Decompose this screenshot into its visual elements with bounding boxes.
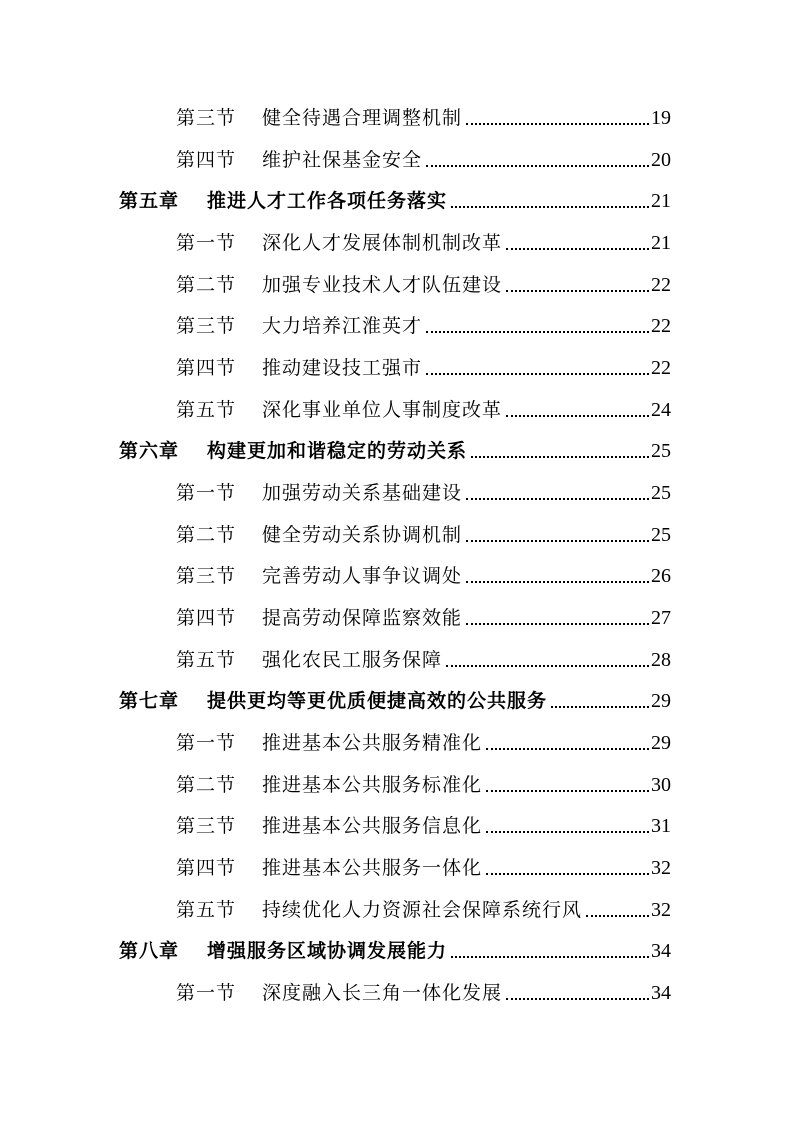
toc-page-number: 21 [651, 190, 671, 212]
toc-chapter-entry[interactable] [0, 933, 671, 963]
toc-entry-title: 推动建设技工强市 [262, 357, 423, 379]
toc-entry[interactable] [0, 767, 671, 797]
toc-page-number: 29 [651, 690, 671, 712]
toc-entry[interactable] [0, 308, 671, 338]
toc-entry[interactable] [0, 350, 671, 380]
dot-leader [486, 831, 649, 833]
toc-entry-title: 完善劳动人事争议调处 [262, 565, 463, 587]
toc-page-number: 25 [651, 524, 671, 546]
toc-section-number: 第五节 [176, 899, 237, 921]
toc-entry-title: 健全待遇合理调整机制 [262, 107, 463, 129]
dot-leader [466, 540, 649, 542]
toc-section-number: 第四节 [176, 607, 237, 629]
toc-page-number: 30 [651, 774, 671, 796]
toc-page-number: 32 [651, 857, 671, 879]
dot-leader [486, 748, 649, 750]
toc-chapter-number: 第六章 [119, 440, 180, 462]
toc-entry[interactable] [0, 850, 671, 880]
toc-chapter-title: 增强服务区域协调发展能力 [207, 940, 448, 962]
toc-entry[interactable] [0, 975, 671, 1005]
dot-leader [451, 956, 649, 958]
toc-chapter-number: 第八章 [119, 940, 180, 962]
toc-section-number: 第一节 [176, 732, 237, 754]
toc-page-number: 31 [651, 815, 671, 837]
toc-entry[interactable] [0, 100, 671, 130]
toc-entry-title: 加强专业技术人才队伍建设 [262, 274, 503, 296]
toc-section-number: 第四节 [176, 357, 237, 379]
dot-leader [466, 623, 649, 625]
toc-chapter-number: 第七章 [119, 690, 180, 712]
toc-section-number: 第三节 [176, 815, 237, 837]
toc-section-number: 第三节 [176, 107, 237, 129]
toc-page-number: 24 [651, 399, 671, 421]
dot-leader [471, 456, 649, 458]
toc-section-number: 第一节 [176, 982, 237, 1004]
toc-chapter-entry[interactable] [0, 433, 671, 463]
dot-leader [466, 123, 649, 125]
toc-entry[interactable] [0, 725, 671, 755]
toc-section-number: 第五节 [176, 649, 237, 671]
toc-entry[interactable] [0, 267, 671, 297]
toc-entry-title: 大力培养江淮英才 [262, 315, 423, 337]
toc-entry-title: 强化农民工服务保障 [262, 649, 443, 671]
toc-page-number: 22 [651, 357, 671, 379]
toc-entry-title: 深化事业单位人事制度改革 [262, 399, 503, 421]
toc-page-number: 32 [651, 899, 671, 921]
toc-entry[interactable] [0, 558, 671, 588]
toc-section-number: 第四节 [176, 149, 237, 171]
toc-section-number: 第二节 [176, 274, 237, 296]
toc-section-number: 第二节 [176, 524, 237, 546]
toc-entry[interactable] [0, 808, 671, 838]
toc-chapter-entry[interactable] [0, 183, 671, 213]
toc-page-number: 26 [651, 565, 671, 587]
toc-section-number: 第三节 [176, 565, 237, 587]
dot-leader [486, 790, 649, 792]
toc-page-number: 34 [651, 940, 671, 962]
toc-entry-title: 健全劳动关系协调机制 [262, 524, 463, 546]
toc-page-number: 22 [651, 274, 671, 296]
toc-entry-title: 深化人才发展体制机制改革 [262, 232, 503, 254]
toc-entry[interactable] [0, 142, 671, 172]
toc-page-number: 29 [651, 732, 671, 754]
toc-entry-title: 加强劳动关系基础建设 [262, 482, 463, 504]
toc-section-number: 第一节 [176, 232, 237, 254]
toc-chapter-entry[interactable] [0, 683, 671, 713]
toc-entry[interactable] [0, 475, 671, 505]
toc-entry-title: 维护社保基金安全 [262, 149, 423, 171]
toc-page-number: 34 [651, 982, 671, 1004]
dot-leader [586, 915, 649, 917]
toc-entry-title: 深度融入长三角一体化发展 [262, 982, 503, 1004]
dot-leader [551, 706, 649, 708]
dot-leader [446, 665, 649, 667]
toc-entry[interactable] [0, 225, 671, 255]
toc-chapter-title: 构建更加和谐稳定的劳动关系 [207, 440, 468, 462]
toc-entry-title: 推进基本公共服务标准化 [262, 774, 483, 796]
toc-entry-title: 推进基本公共服务一体化 [262, 857, 483, 879]
toc-page-number: 28 [651, 649, 671, 671]
toc-chapter-number: 第五章 [119, 190, 180, 212]
toc-page-number: 22 [651, 315, 671, 337]
toc-entry[interactable] [0, 392, 671, 422]
toc-chapter-title: 推进人才工作各项任务落实 [207, 190, 448, 212]
dot-leader [466, 581, 649, 583]
dot-leader [506, 290, 649, 292]
toc-page-number: 21 [651, 232, 671, 254]
dot-leader [506, 248, 649, 250]
dot-leader [506, 998, 649, 1000]
toc-page-number: 25 [651, 482, 671, 504]
dot-leader [426, 373, 649, 375]
toc-entry[interactable] [0, 517, 671, 547]
dot-leader [506, 415, 649, 417]
toc-entry-title: 提高劳动保障监察效能 [262, 607, 463, 629]
dot-leader [486, 873, 649, 875]
toc-section-number: 第三节 [176, 315, 237, 337]
toc-entry-title: 持续优化人力资源社会保障系统行风 [262, 899, 583, 921]
toc-section-number: 第五节 [176, 399, 237, 421]
toc-section-number: 第二节 [176, 774, 237, 796]
dot-leader [426, 331, 649, 333]
toc-section-number: 第一节 [176, 482, 237, 504]
toc-chapter-title: 提供更均等更优质便捷高效的公共服务 [207, 690, 548, 712]
toc-entry[interactable] [0, 892, 671, 922]
dot-leader [426, 165, 649, 167]
toc-section-number: 第四节 [176, 857, 237, 879]
toc-page-number: 19 [651, 107, 671, 129]
toc-page-number: 27 [651, 607, 671, 629]
toc-entry[interactable] [0, 600, 671, 630]
toc-entry-title: 推进基本公共服务精准化 [262, 732, 483, 754]
dot-leader [451, 206, 649, 208]
toc-entry-title: 推进基本公共服务信息化 [262, 815, 483, 837]
toc-entry[interactable] [0, 642, 671, 672]
toc-page-number: 20 [651, 149, 671, 171]
toc-page-number: 25 [651, 440, 671, 462]
dot-leader [466, 498, 649, 500]
